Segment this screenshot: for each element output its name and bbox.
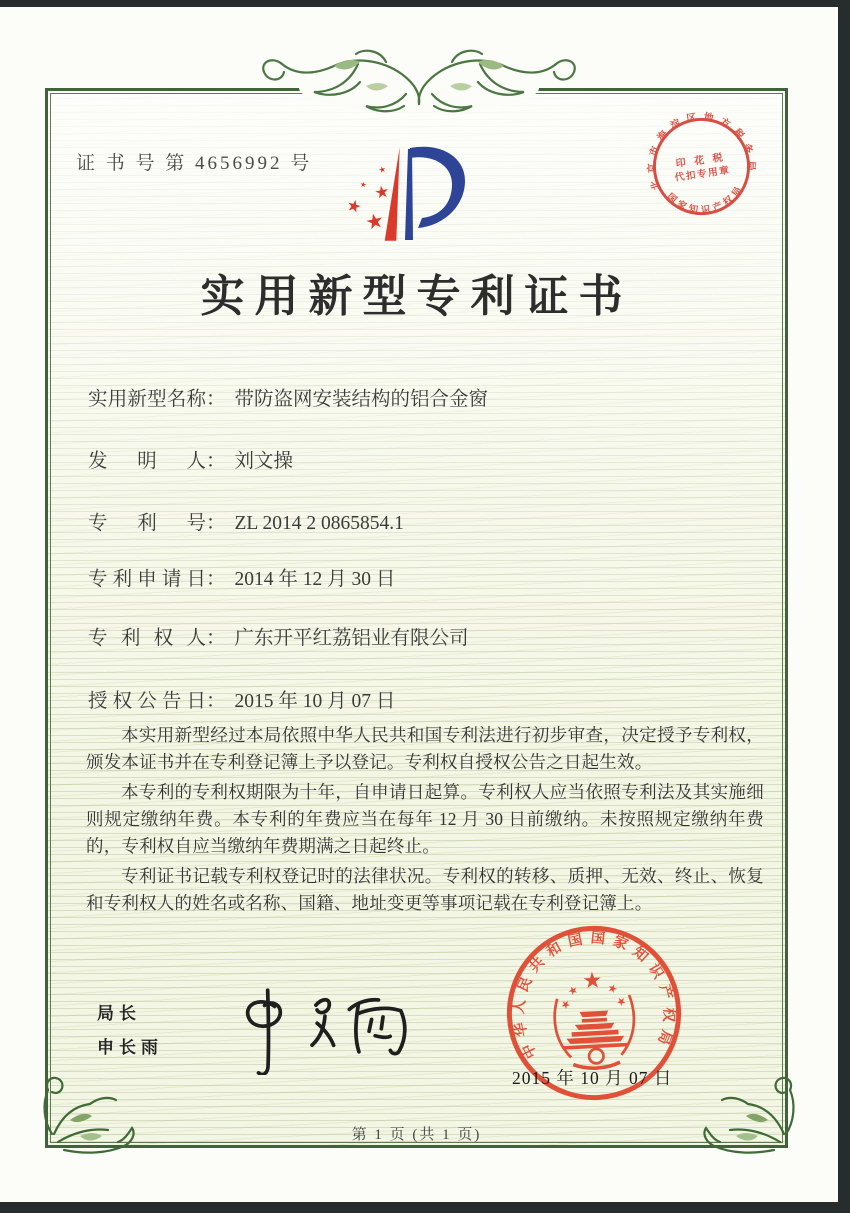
certificate-number: 证 书 号 第 4656992 号	[76, 153, 313, 174]
tax-seal-center-line2: 代扣专用章	[674, 165, 732, 184]
signer-name: 申长雨	[97, 1038, 163, 1057]
tax-seal-body	[638, 103, 765, 223]
grant-date-stamp: 2015 年 10 月 07 日	[512, 1068, 673, 1088]
field-label: 实用新型名称	[88, 389, 206, 410]
field-value: 2014 年 12 月 30 日	[234, 569, 396, 590]
field-value: 带防盗网安装结构的铝合金窗	[234, 389, 489, 410]
national-emblem-icon	[552, 970, 636, 1071]
field-row-utility-model-name	[88, 383, 488, 411]
field-label: 专利申请日	[88, 569, 206, 590]
logo-blue-bowl	[410, 147, 465, 228]
field-value: 2015 年 10 月 07 日	[234, 691, 396, 712]
corner-curls	[704, 1078, 793, 1153]
star-icon	[378, 166, 386, 173]
field-row-grant-date	[88, 685, 395, 713]
certificate-title: 实用新型专利证书	[200, 272, 633, 321]
field-colon: ：	[206, 389, 226, 410]
field-row-filing-date	[88, 563, 395, 591]
body-paragraph: 本实用新型经过本局依照中华人民共和国专利法进行初步审查，决定授予专利权，颁发本证书并在专利登记簿上予以登记。专利权自授权公告之日起生效。	[86, 725, 764, 772]
body-paragraph: 本专利的专利权期限为十年，自申请日起算。专利权人应当依照专利法及其实施细则规定缴纳年费。本专利的年费应当在每年 12 月 30 日前缴纳。未按照规定缴纳年费的，专利权自应当缴纳年费期满之日起终止。	[86, 782, 764, 856]
field-colon: ：	[206, 451, 226, 472]
certificate-paper	[0, 7, 838, 1202]
signer-title: 局长	[97, 1004, 141, 1023]
field-colon: ：	[206, 628, 226, 649]
star-icon	[375, 185, 390, 199]
corner-ornament-left	[40, 1070, 150, 1170]
top-scroll-ornament	[246, 42, 592, 128]
field-row-patentee	[88, 622, 469, 650]
tax-seal-center-line1: 印 花 税	[675, 152, 727, 171]
star-icon	[360, 181, 367, 187]
authority-seal-ring-text: 中华人民共和国国家知识产权局	[511, 930, 677, 1061]
body-paragraph: 专利证书记载专利权登记时的法律状况。专利权的转移、质押、无效、终止、恢复和专利权人的姓名或名称、国籍、地址变更等事项记载在专利登记簿上。	[86, 866, 764, 913]
field-row-patent-number	[88, 507, 404, 535]
field-value: 刘文操	[234, 451, 294, 472]
logo-blue-stem	[405, 149, 413, 240]
logo-stars	[346, 166, 389, 230]
field-label: 发明人	[88, 451, 206, 472]
field-label: 专利号	[88, 513, 206, 534]
field-row-inventor	[88, 445, 293, 473]
tax-stamp-seal	[638, 103, 765, 230]
cnipa-logo	[346, 142, 468, 246]
logo-red-wedge	[385, 147, 400, 240]
legal-text-block	[86, 722, 764, 920]
signature-strokes	[246, 981, 407, 1075]
field-colon: ：	[206, 691, 226, 712]
tax-seal-bottom-text: 国家知识产权局	[664, 182, 747, 217]
star-icon	[365, 212, 384, 230]
field-label: 授权公告日	[88, 691, 206, 712]
field-value: 广东开平红荔铝业有限公司	[234, 628, 469, 649]
field-label: 专利权人	[88, 628, 206, 649]
corner-curls	[45, 1078, 134, 1153]
page-footer: 第 1 页 (共 1 页)	[351, 1127, 482, 1143]
field-colon: ：	[206, 513, 226, 534]
field-value: ZL 2014 2 0865854.1	[234, 513, 404, 534]
handwritten-signature	[222, 980, 422, 1075]
tax-seal-top-text: 北京市海淀区地方税务局	[646, 111, 757, 192]
corner-ornament-right	[688, 1070, 798, 1170]
field-colon: ：	[206, 569, 226, 590]
star-icon	[346, 198, 361, 213]
